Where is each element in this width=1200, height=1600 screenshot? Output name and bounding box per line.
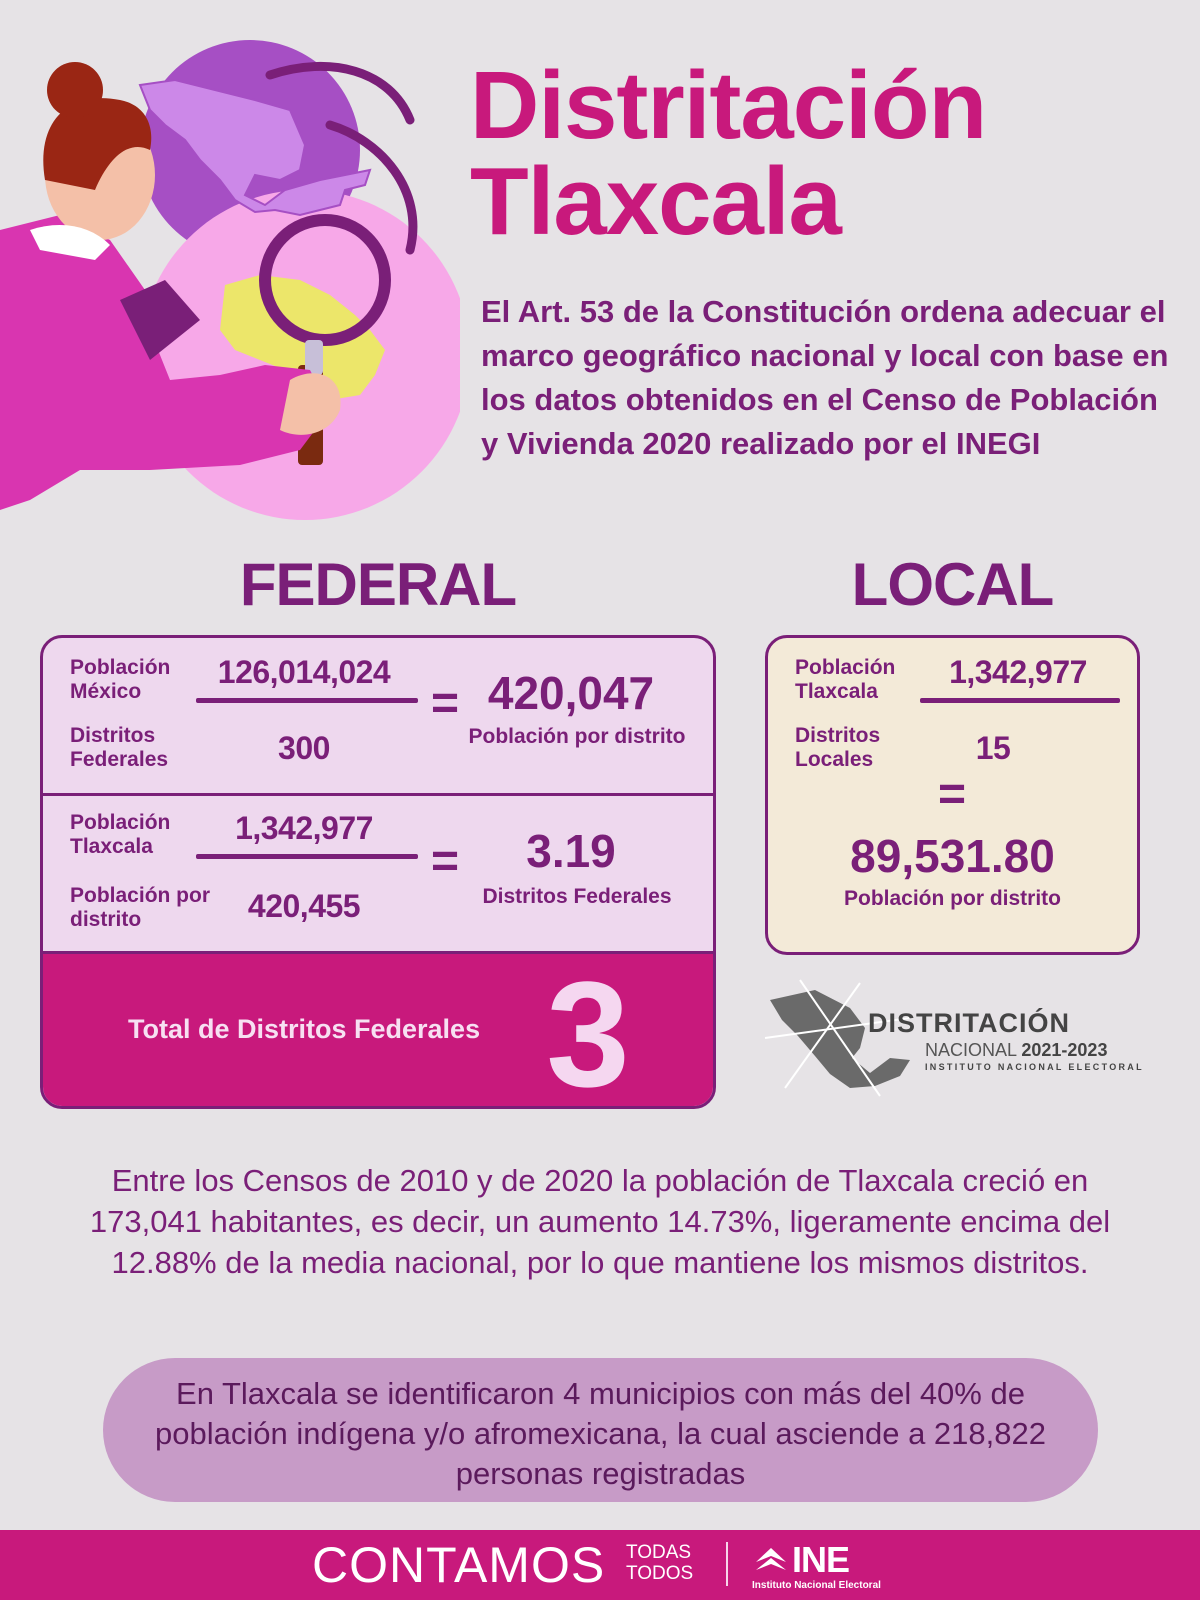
logo-line-2 bbox=[925, 1040, 1107, 1060]
calc-denominator: 15 bbox=[975, 730, 1011, 766]
local-heading: LOCAL bbox=[851, 551, 1054, 618]
calc-top-label: Población Tlaxcala bbox=[70, 811, 171, 858]
ine-logo bbox=[752, 1536, 892, 1596]
mexico-map-icon bbox=[760, 978, 920, 1098]
calc-denominator: 420,455 bbox=[247, 888, 361, 924]
calc-numerator: 1,342,977 bbox=[949, 654, 1087, 690]
federal-total bbox=[43, 950, 713, 1109]
calc-result-label: Distritos Federales bbox=[482, 885, 672, 908]
calc-top-label: Población México bbox=[70, 656, 171, 703]
equals-sign: = bbox=[431, 677, 460, 730]
calc-top-label: Población Tlaxcala bbox=[795, 656, 896, 703]
calc-result: 420,047 bbox=[487, 667, 655, 719]
title-line-2: Tlaxcala bbox=[470, 148, 841, 255]
calc-numerator: 126,014,024 bbox=[217, 654, 391, 690]
calc-result: 3.19 bbox=[526, 825, 616, 877]
equals-sign: = bbox=[431, 835, 460, 888]
federal-calc-mexico bbox=[43, 638, 713, 796]
federal-card bbox=[40, 635, 716, 1109]
calc-result-label: Población por distrito bbox=[468, 725, 686, 748]
total-value: 3 bbox=[546, 950, 630, 1109]
fraction-bar bbox=[920, 698, 1120, 703]
highlight-text: En Tlaxcala se identificaron 4 municipios con más del 40% de población indígena y/o afromexicana, la cual asciende a 218,822 personas registradas bbox=[154, 1376, 1046, 1491]
local-card bbox=[765, 635, 1140, 955]
contamos-brand: CONTAMOS bbox=[312, 1537, 606, 1593]
brand-small-2: TODOS bbox=[626, 1563, 694, 1584]
brand-small bbox=[626, 1542, 693, 1584]
federal-heading: FEDERAL bbox=[239, 551, 517, 618]
intro-text: El Art. 53 de la Constitución ordena adecuar el marco geográfico nacional y local con base en los datos obtenidos en el Censo de Población y Vivienda 2020 realizado por el INEGI bbox=[481, 294, 1169, 461]
ine-subtitle: Instituto Nacional Electoral bbox=[752, 1580, 881, 1591]
calc-result: 89,531.80 bbox=[850, 830, 1055, 882]
woman-magnifier-illustration bbox=[0, 30, 460, 530]
calc-bottom-label: Distritos Federales bbox=[70, 724, 169, 771]
footer-divider bbox=[726, 1542, 728, 1586]
ine-emblem-icon bbox=[752, 1542, 790, 1576]
total-label: Total de Distritos Federales bbox=[128, 1014, 481, 1044]
growth-paragraph: Entre los Censos de 2010 y de 2020 la población de Tlaxcala creció en 173,041 habitantes, es decir, un aumento 14.73%, ligeramente encima del 12.88% de la media nacional, por lo que mantiene los mismos distritos. bbox=[89, 1163, 1111, 1280]
ine-text: INE bbox=[792, 1539, 850, 1580]
federal-calc-tlaxcala bbox=[43, 796, 713, 954]
brand-small-1: TODAS bbox=[626, 1542, 692, 1563]
logo-line-3: INSTITUTO NACIONAL ELECTORAL bbox=[925, 1062, 1144, 1072]
footer-bar bbox=[0, 1530, 1200, 1600]
page-title bbox=[470, 52, 1170, 255]
logo-line-1: DISTRITACIÓN bbox=[868, 1008, 1070, 1038]
equals-sign: = bbox=[937, 768, 967, 821]
fraction-bar bbox=[196, 698, 418, 703]
calc-denominator: 300 bbox=[278, 730, 330, 766]
distritacion-logo bbox=[760, 978, 1144, 1098]
calc-bottom-label: Distritos Locales bbox=[795, 724, 881, 771]
logo-line-2b: 2021-2023 bbox=[1021, 1040, 1108, 1060]
calc-result-label: Población por distrito bbox=[843, 887, 1061, 910]
calc-bottom-label: Población por distrito bbox=[70, 884, 211, 931]
fraction-bar bbox=[196, 854, 418, 859]
indigenous-highlight bbox=[103, 1358, 1098, 1502]
logo-line-2a: NACIONAL bbox=[925, 1040, 1017, 1060]
title-line-1: Distritación bbox=[470, 52, 987, 159]
calc-numerator: 1,342,977 bbox=[235, 810, 373, 846]
